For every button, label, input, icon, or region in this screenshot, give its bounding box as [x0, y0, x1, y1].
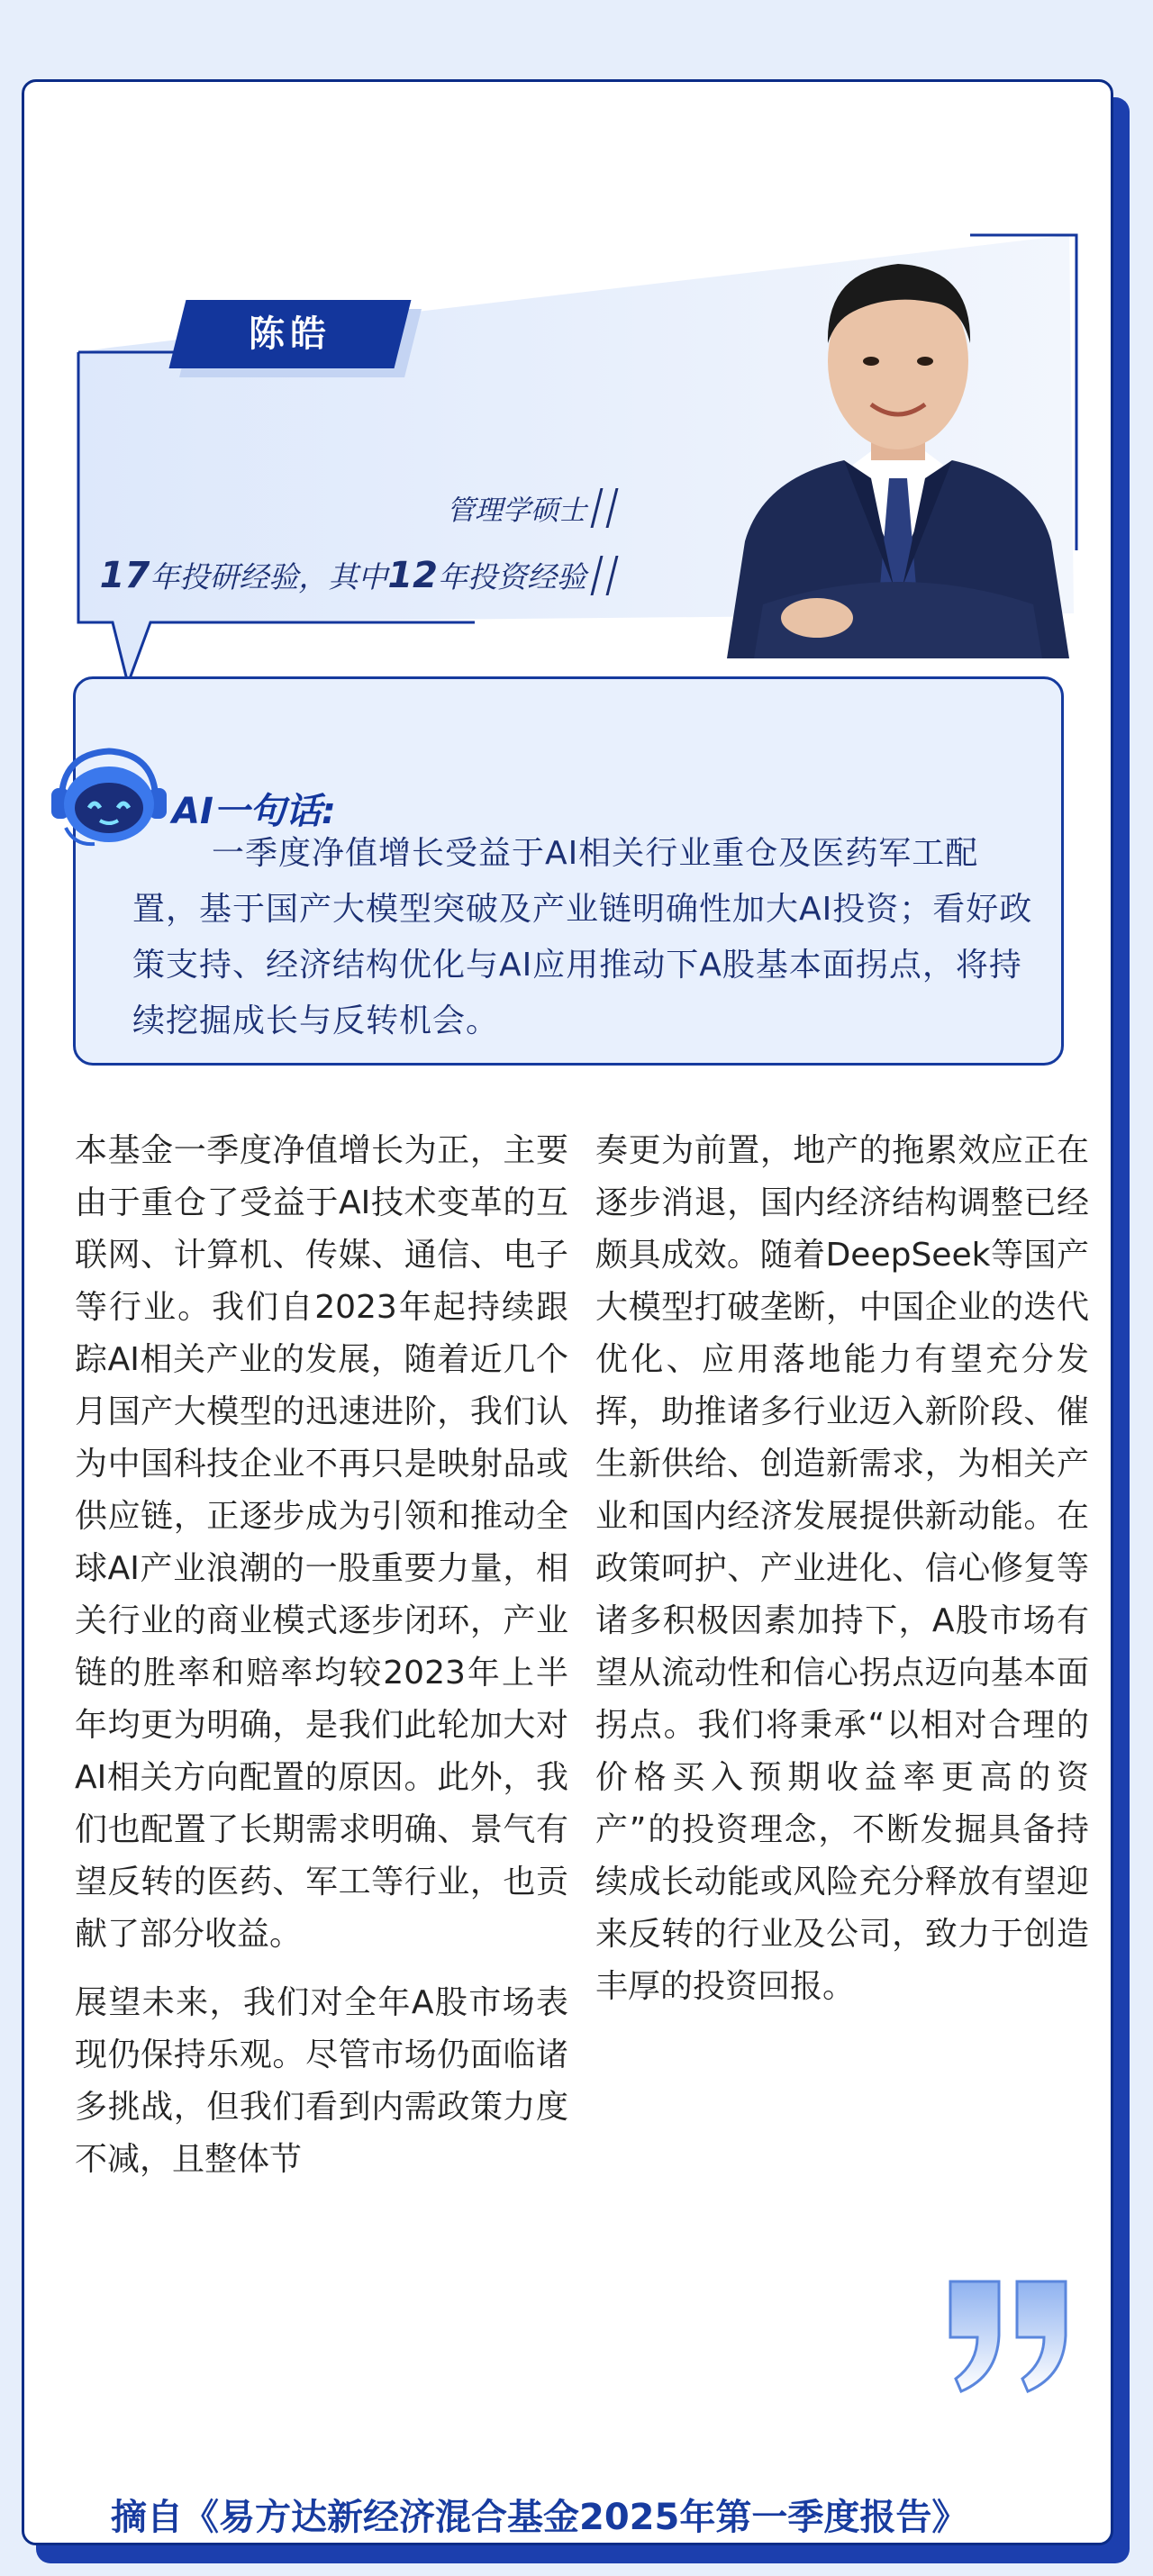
manager-experience: 17 年投研经验，其中 12 年投资经验 [100, 554, 613, 596]
report-card [22, 79, 1113, 2545]
report-source: 摘自《易方达新经济混合基金2025年第一季度报告》 [111, 2497, 968, 2538]
ai-summary-text: 一季度净值增长受益于AI相关行业重仓及医药军工配置，基于国产大模型突破及产业链明确性加大AI投资；看好政策支持、经济结构优化与AI应用推动下A股基本面拐点，将持续挖掘成长与反转机会。 [132, 835, 1033, 1039]
manager-name: 陈皓 [249, 313, 331, 355]
closing-quote-icon [943, 2272, 1078, 2399]
ai-summary-title: AI一句话: [172, 791, 336, 832]
body-paragraph: 奏更为前置，地产的拖累效应正在逐步消退，国内经济结构调整已经颇具成效。随着DeepSeek等国产大模型打破垄断，中国企业的迭代优化、应用落地能力有望充分发挥，助推诸多行业迈入新阶段、催生新供给、创造新需求，为相关产业和国内经济发展提供新动能。在政策呵护、产业进化、信心修复等诸多积极因素加持下，A股市场有望从流动性和信心拐点迈向基本面拐点。我们将秉承“以相对合理的价格买入预期收益率更高的资产”的投资理念，不断发掘具备持续成长动能或风险充分释放有望迎来反转的行业及公司，致力于创造丰厚的投资回报。 [595, 1132, 1089, 2005]
body-paragraph: 展望未来，我们对全年A股市场表现仍保持乐观。尽管市场仍面临诸多挑战，但我们看到内需政策力度不减，且整体节 [75, 1984, 568, 2178]
body-column-right [595, 1125, 1089, 2029]
body-paragraph: 本基金一季度净值增长为正，主要由于重仓了受益于AI技术变革的互联网、计算机、传媒、通信、电子等行业。我们自2023年起持续跟踪AI相关产业的发展，随着近几个月国产大模型的迅速进阶，我们认为中国科技企业不再只是映射品或供应链，正逐步成为引领和推动全球AI产业浪潮的一股重要力量，相关行业的商业模式逐步闭环，产业链的胜率和赔率均较2023年上半年均更为明确，是我们此轮加大对AI相关方向配置的原因。此外，我们也配置了长期需求明确、景气有望反转的医药、军工等行业，也贡献了部分收益。 [75, 1132, 568, 1953]
manager-degree: 管理学硕士 [447, 487, 613, 528]
body-column-left [75, 1125, 568, 2202]
manager-portrait [709, 208, 1087, 658]
